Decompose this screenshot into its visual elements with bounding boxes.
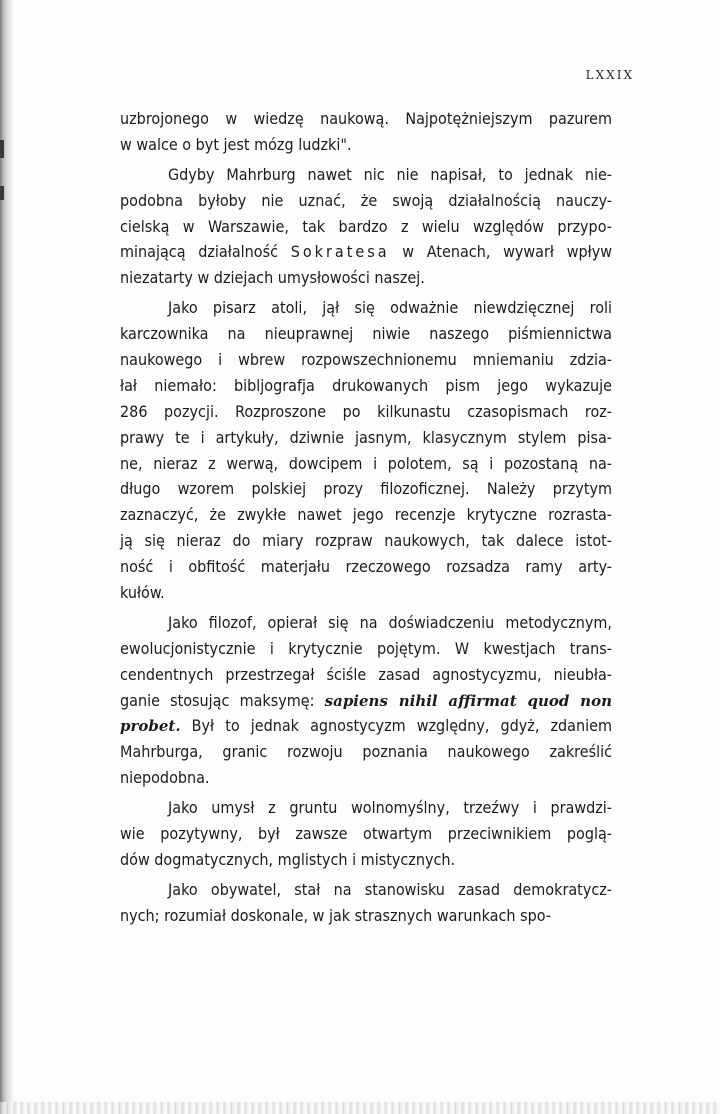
text-line: łał niemało: bibljografja drukowanych pism jego wykazuje: [120, 375, 612, 395]
text-line: niezatarty w dziejach umysłowości naszej.: [120, 268, 425, 288]
text-line: ganie stosując maksymę: sapiens nihil affirmat quod non: [120, 690, 612, 710]
text-line: dów dogmatycznych, mglistych i mistycznych.: [120, 849, 456, 869]
text-line: ne, nieraz z werwą, dowcipem i polotem, są i pozostaną na-: [120, 453, 612, 473]
text-line: naukowego i wbrew rozpowszechnionemu mniemaniu zdzia-: [120, 350, 612, 370]
text-line: minającą działalność Sokratesa w Atenach, wywarł wpływ: [120, 242, 613, 262]
paragraph: [120, 610, 612, 791]
italic-phrase: probet.: [120, 717, 181, 736]
scan-noise-bottom: [0, 1102, 720, 1114]
text-line: ność i obfitość materjału rzeczowego rozsadza ramy arty-: [120, 557, 612, 577]
text-line: długo wzorem polskiej prozy filozoficznej. Należy przytym: [120, 479, 612, 499]
text-line: Jako filozof, opierał się na doświadczeniu metodycznym,: [168, 612, 612, 632]
paragraph: [120, 162, 612, 291]
paragraph: [120, 795, 612, 873]
text-line: niepodobna.: [120, 768, 210, 788]
text-line: nych; rozumiał doskonale, w jak strasznych warunkach spo-: [120, 905, 552, 925]
italic-phrase: sapiens nihil affirmat quod non: [324, 691, 612, 710]
text-line: prawy te i artykuły, dziwnie jasnym, klasycznym stylem pisa-: [120, 427, 612, 447]
spaced-name: Sokratesa: [290, 242, 390, 262]
binding-shadow: [0, 0, 14, 1114]
binding-speck: [0, 140, 4, 158]
text-line: w walce o byt jest mózg ludzki".: [120, 134, 352, 154]
body-text: [120, 106, 612, 929]
text-line: probet. Był to jednak agnostycyzm względny, gdyż, zdaniem: [120, 716, 612, 736]
text-line: Mahrburga, granic rozwoju poznania naukowego zakreślić: [120, 742, 612, 762]
text-line: uzbrojonego w wiedzę naukową. Najpotężniejszym pazurem: [120, 109, 612, 128]
text-line: ją się nieraz do miary rozpraw naukowych, tak dalece istot-: [120, 531, 612, 551]
binding-speck: [0, 186, 4, 200]
paragraph: [120, 295, 612, 606]
text-line: kułów.: [120, 583, 165, 603]
text-line: Jako pisarz atoli, jął się odważnie niewdzięcznej roli: [168, 298, 612, 318]
running-head: LXXIX: [585, 68, 634, 82]
text-line: zaznaczyć, że zwykłe nawet jego recenzje krytyczne rozrasta-: [120, 505, 612, 525]
text-line: karczownika na nieuprawnej niwie naszego piśmiennictwa: [120, 324, 612, 344]
text-line: cendentnych przestrzegał ściśle zasad agnostycyzmu, nieubła-: [120, 664, 612, 684]
text-line: ewolucjonistycznie i krytycznie pojętym. W kwestjach trans-: [120, 638, 612, 658]
text-line: Gdyby Mahrburg nawet nic nie napisał, to jednak nie-: [168, 164, 612, 184]
paragraph: [120, 877, 612, 929]
text-line: wie pozytywny, był zawsze otwartym przeciwnikiem poglą-: [120, 824, 612, 844]
text-line: podobna byłoby nie uznać, że swoją działalnością nauczy-: [120, 190, 612, 210]
text-line: Jako obywatel, stał na stanowisku zasad demokratycz-: [168, 879, 612, 899]
text-line: cielską w Warszawie, tak bardzo z wielu względów przypo-: [120, 216, 612, 236]
text-line: 286 pozycji. Rozproszone po kilkunastu czasopismach roz-: [120, 401, 612, 421]
text-line: Jako umysł z gruntu wolnomyślny, trzeźwy i prawdzi-: [168, 798, 612, 818]
paragraph: [120, 106, 612, 158]
